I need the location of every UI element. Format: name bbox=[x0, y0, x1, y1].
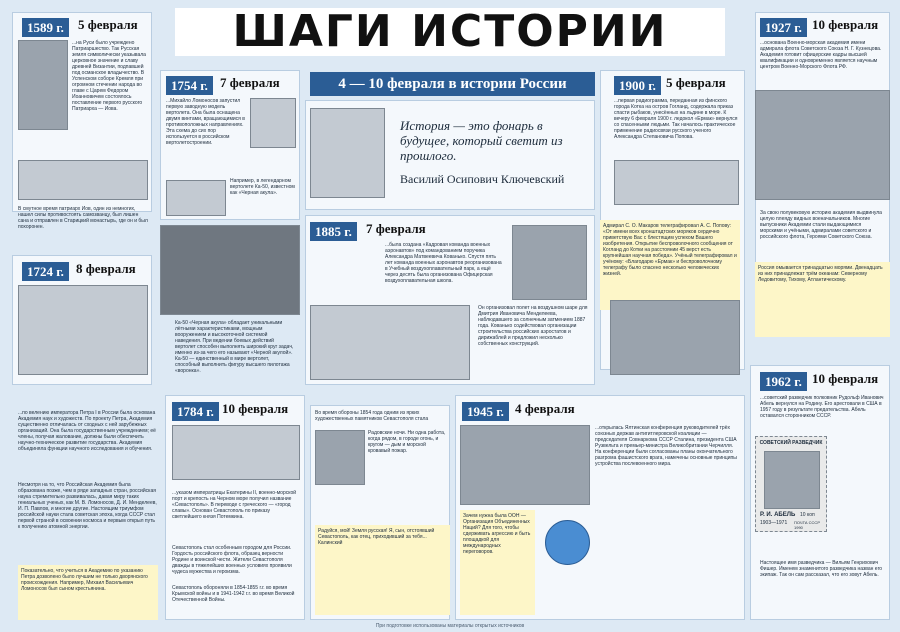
monastery-image bbox=[18, 160, 148, 200]
lomonosov-portrait bbox=[250, 98, 296, 148]
ka50-helicopter-image bbox=[160, 225, 300, 315]
stamp-years: 1903—1971 bbox=[760, 520, 788, 526]
text-1945: ...открылась Ялтинская конференция руководителей трёх союзных держав антигитлеровской коалиции — председателя Совнаркома СССР Сталина, президента США Рузвельта и премьер-министра Великобритании Черчилля. На конференции были согласованы планы окончательного разгрома фашистского врага, намечены основные принципы устройства послевоенного мира. bbox=[595, 425, 737, 467]
quote-author: Василий Осипович Ключевский bbox=[400, 172, 565, 186]
academy-building-image bbox=[18, 285, 148, 375]
date-1945: 4 февраля bbox=[515, 401, 575, 416]
kovanko-portrait bbox=[512, 225, 587, 300]
text-1962: ...советский разведчик полковник Рудольф Иванович Абель вернулся на Родину. Его арестовали в США в 1957 году в результате предательства. Абель оставался сторонником СССР. bbox=[760, 395, 884, 419]
year-1900: 1900 г. bbox=[614, 76, 661, 95]
helicopter-model-sketch bbox=[166, 180, 226, 216]
caption-1945: Зачем нужна была ООН — Организация Объединенных Наций? Для того, чтобы сдерживать агрессию и быть площадкой для международных переговоров. bbox=[460, 510, 535, 615]
date-1724: 8 февраля bbox=[76, 261, 136, 276]
date-1784: 10 февраля bbox=[222, 401, 289, 416]
date-1754: 7 февраля bbox=[220, 75, 280, 90]
caption-1900: Адмирал С. О. Макаров телеграфировал А. С. Попову: «От имени всех кронштадтских моряков сердечно приветствую Вас с блестящим успехом Вашего изобретения. Открытие беспроволочного сообщения от Когланд до Котки на расстоянии 45 верст есть крупнейшая научная победа». Учёный телеграфировал и учёному: «Благодарю «Ермак» и беспроволочному телеграфу было спасено несколько человеческих жизней. bbox=[600, 220, 740, 310]
caption-1589: В смутное время патриарх Иов, один из немногих, нашел силы противостоять самозванцу, был лишен сана и отправлен в Старицкий монастырь, где он и был похоронен. bbox=[18, 206, 148, 230]
date-1962: 10 февраля bbox=[812, 371, 879, 386]
year-1927: 1927 г. bbox=[760, 18, 807, 37]
balloon-image bbox=[310, 305, 470, 380]
yalta-conference-image bbox=[460, 425, 590, 505]
text2-1724: Несмотря на то, что Российская Академия была образована позже, чем в ряде западных стран, российская наука стремительно развивалась, давая миру таких гениальных ученых, как М. В. Ломоносов, Д. И. Менделеев, И. П. Павлов, и многие другие. Настоящим триумфом российской науки стала советская эпоха, когда СССР стал первой страной в освоении космоса и первым открыл путь к получению атомной энергии. bbox=[18, 482, 157, 530]
date-1900: 5 февраля bbox=[666, 75, 726, 90]
page-title: ШАГИ ИСТОРИИ bbox=[232, 6, 668, 57]
text-1589: ...на Руси было учреждено Патриаршество. Так Русская земля символически указывала церковное значение и славу древней Византии, подпавшей под османское владычество. В Успенском соборе Кремля при огромном стечении народа во главе с Царем Федором Иоанновичем состоялось поставление первого русского Патриарха — Иова. bbox=[72, 40, 146, 112]
klyuchevsky-portrait bbox=[310, 108, 385, 198]
radio-receiver-image bbox=[610, 300, 740, 375]
sevastopol-poem: Радуйся, мой! Земля русская! Я, сын, отстоявший Севастополь, как отец, приходивший за тебя... Калинский bbox=[315, 525, 450, 615]
date-1885: 7 февраля bbox=[366, 221, 426, 236]
year-1945: 1945 г. bbox=[462, 402, 509, 421]
abel-portrait bbox=[764, 451, 820, 509]
stamp-title: СОВЕТСКИЙ РАЗВЕДЧИК bbox=[759, 440, 823, 446]
text-1754: ...Михайло Ломоносов запустил первую заводную модель вертолета. Она была оснащена двумя винтами, вращающимися в противоположных направлениях. Эта схема до сих пор используется в российском вертолетостроении. bbox=[166, 98, 245, 146]
footer-note: При подготовке использованы материалы открытых источников bbox=[375, 623, 525, 629]
note-1754: Ка-50 «Черная акула» обладает уникальными лётными характеристиками, мощным вооружением и высокоточной системой наведения. При ведении боевых действий вертолет способен выполнять широкий круг задач, именно из-за чего его называют «Черной акулой». Ка-50 — единственный в мире вертолет, способный выполнить фигуру высшего пилотажа «воронка». bbox=[175, 320, 294, 374]
sevastopol-caption: Радовские ночи. Ни одна работа, когда рядом, в городе огонь, и кругом — дым и морской кровавый пожар. bbox=[368, 430, 446, 454]
text-1784: ...указом императрицы Екатерины II, военно-морской порт и крепость на Черном море получил название «Севастополь». В переводе с греческого — «город славы». Основан Севастополь по приказу светлейшего князя Потемкина. bbox=[172, 490, 297, 520]
sevastopol-image bbox=[172, 425, 300, 480]
year-1754: 1754 г. bbox=[166, 76, 213, 95]
sevastopol-title: Во время обороны 1854 года одним из ярких художественных памятников Севастополя стала bbox=[315, 410, 429, 422]
date-banner: 4 — 10 февраля в истории России bbox=[310, 72, 595, 96]
year-1589: 1589 г. bbox=[22, 18, 69, 37]
caption-1784: Севастополь обороняли в 1854-1855 г.г. во время Крымской войны и в 1941-1942 г.г. во время Великой Отечественной Войны. bbox=[172, 585, 295, 603]
text-1724: ...по велению императора Петра I в России была основана Академия наук и художеств. По проекту Петра, Академия существенно отличалась от сходных с ней зарубежных организаций. Она была государственным учреждением; её члены, получая жалование, должны были обеспечить научно-техническое развитие государства. Академия объединяла функции научного исследования и обучения. bbox=[18, 410, 156, 452]
caption-1927: Россия омывается тринадцатью морями. Двенадцать из них принадлежат трём океанам: Северному Ледовитому, Тихому, Атлантическому. bbox=[755, 262, 890, 337]
caption-1754: Например, в легендарном вертолете Ка-50, известном как «Черная акула». bbox=[230, 178, 295, 196]
year-1962: 1962 г. bbox=[760, 372, 807, 391]
sevastopol-medal-image bbox=[315, 430, 365, 485]
text2-1784: Севастополь стал особенным городом для России. Гордость российского флота, образец верности Родине и воинской чести. Жители Севастополя дважды в тяжелейших военных условиях проявили чудеса мужества и героизма. bbox=[172, 545, 292, 575]
un-emblem bbox=[545, 520, 590, 565]
caption-1962: Настоящее имя разведчика — Вильям Генрихович Фишер. Именем знаменитого разведчика назван его экипаж. Так он сам рассказал, что его зовут Абель. bbox=[760, 560, 883, 578]
radiogram-image bbox=[614, 160, 739, 205]
text-1900: ...первая радиограмма, переданная из финского города Котка на остров Гогланд, содержала приказ спасти рыбаков, унесённых на льдине в море. К вечеру 6 февраля 1900 г. ледокол «Ермак» вернулся со спасенными людьми. Так началось практическое применение радиосвязи русского ученого Александра Степановича Попова. bbox=[614, 98, 738, 140]
stamp-price: 10 коп bbox=[800, 512, 815, 518]
date-1589: 5 февраля bbox=[78, 17, 138, 32]
caption-1885: Он организовал полет на воздушном шаре для Дмитрия Ивановича Менделеева, наблюдавшего за солнечным затмением 1887 года. Кованько содействовал организации строительства российских аэростатов и дирижаблей и предложил несколько собственных конструкций. bbox=[478, 305, 588, 347]
quote-text: История — это фонарь в будущее, который светит из прошлого. bbox=[400, 118, 563, 163]
abel-stamp bbox=[755, 436, 827, 532]
text-1885: ...была создана «Кадровая команда военных аэронавтов» под командованием поручика Александра Матвеевича Кованько. Спустя пять лет команда военных аэронавтов реорганизована в Учебный воздухоплавательный парк, а ещё через десять была организована Офицерская воздухоплавательная школа. bbox=[385, 242, 502, 284]
stamp-country: ПОЧТА СССР 1990 bbox=[794, 520, 820, 530]
year-1885: 1885 г. bbox=[310, 222, 357, 241]
date-1927: 10 февраля bbox=[812, 17, 879, 32]
year-1724: 1724 г. bbox=[22, 262, 69, 281]
year-1784: 1784 г. bbox=[172, 402, 219, 421]
warship-image bbox=[755, 90, 890, 200]
text-1927: ...основана Военно-морская академия имени адмирала флота Советского Союза Н. Г. Кузнецова. Академия готовит офицерские кадры высшей квалификации и одновременно является научным центром Военно-Морского Флота РФ. bbox=[760, 40, 882, 70]
caption-1724: Показательно, что учиться в Академию по указанию Петра дозволено было лучшим не только дворянского происхождения. Например, Михаил Васильевич Ломоносов был сыном крестьянина. bbox=[18, 565, 158, 620]
patriarch-portrait bbox=[18, 40, 68, 130]
text2-1927: За свою полувековую историю академия выдвинула целую плеяду видных военачальников. Многие выпускники Академии стали выдающимися морскими и учёными, адмиралами советского и российского флота, Героями Советского Союза. bbox=[760, 210, 882, 240]
stamp-name: Р. И. АБЕЛЬ bbox=[760, 512, 796, 518]
